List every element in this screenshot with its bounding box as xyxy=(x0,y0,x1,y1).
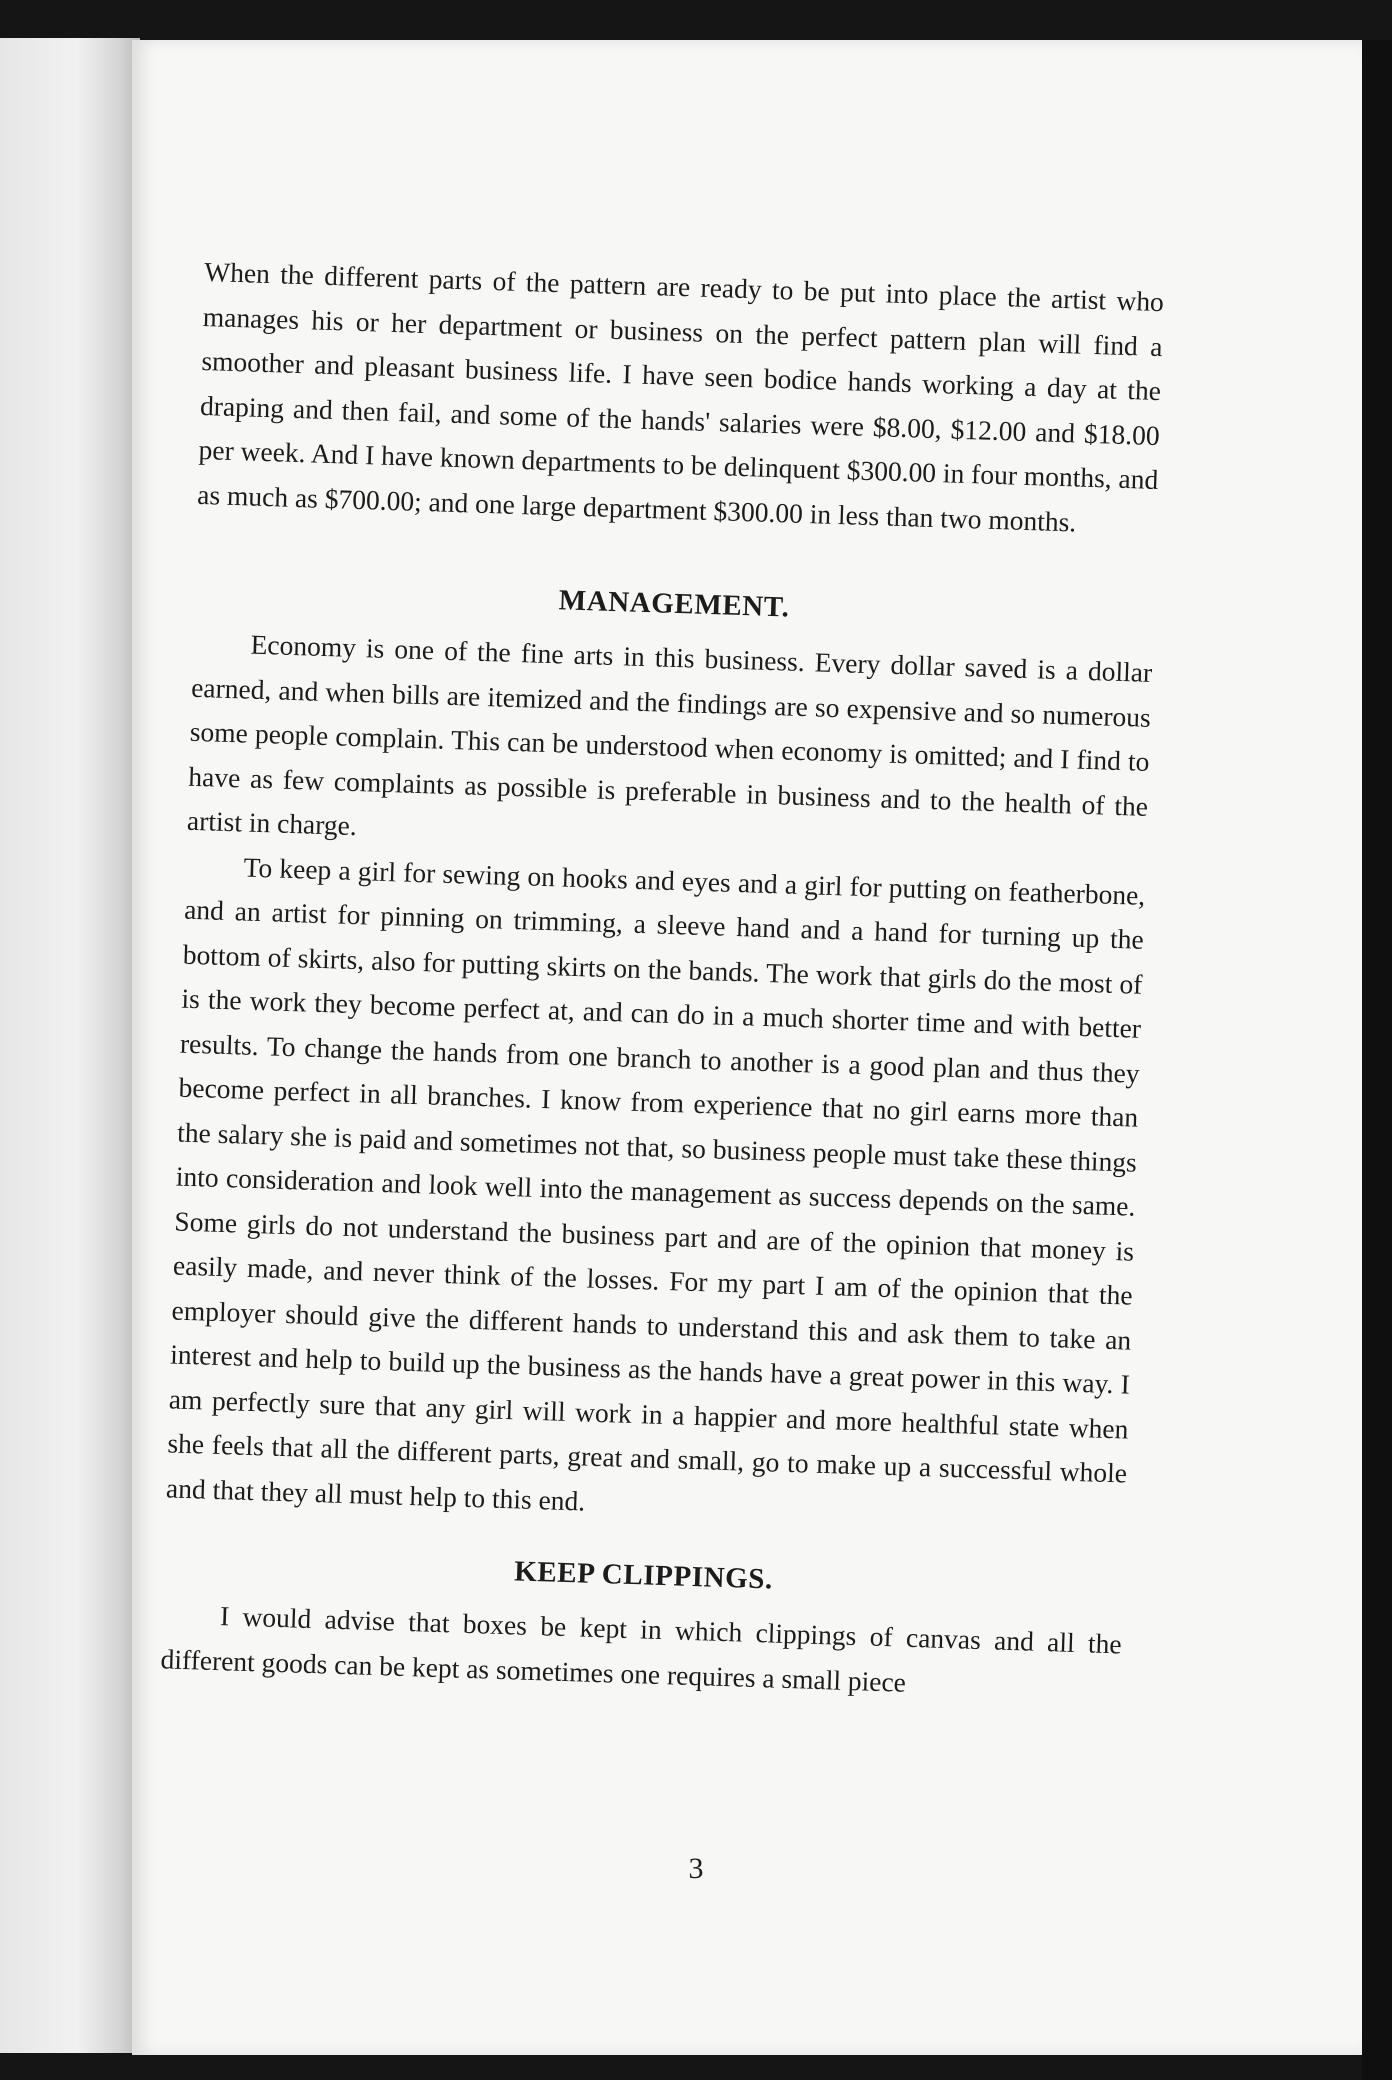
body-paragraph-economy: Economy is one of the fine arts in this business. Every dollar saved is a dollar earned, and when bills are itemized and the findings are so expensive and so numerous some people complain. This can be understood when economy is omitted; and I find to have as few complaints as possible is preferable in business and to the health of the artist in charge. xyxy=(186,628,1153,842)
body-paragraph-girls: To keep a girl for sewing on hooks and eyes and a girl for putting on featherbone, and an artist for pinning on trimming, a sleeve hand and a hand for turning up the bottom of skirts, also for putting skirts on the bands. The work that girls do the most of is the work they become perfect at, and can do in a much shorter time and with better results. To change the hands from one branch to another is a good plan and thus they become perfect in all branches. I know from experience that no girl earns more than the salary she is paid and sometimes not that, so business people must take these things into consideration and look well into the management as success depends on the same. Some girls do not understand the business part and are of the opinion that money is easily made, and never think of the losses. For my part I am of the opinion that the employer should give the different hands to understand this and ask them to take an interest and help to build up the business as the hands have a great power in this way. I am perfectly sure that any girl will work in a happier and more healthful state when she feels that all the different parts, great and small, go to make up a successful whole and that they all must help to this end. xyxy=(165,851,1146,1517)
section-heading-keep-clippings: KEEP CLIPPINGS. xyxy=(513,1555,774,1596)
page-text-block xyxy=(160,250,1165,1711)
scan-border xyxy=(1362,40,1392,2080)
body-paragraph-clippings: I would advise that boxes be kept in which clippings of canvas and all the different goods can be kept as sometimes one requires a small piece xyxy=(160,1600,1123,1698)
facing-page-edge xyxy=(0,38,140,2053)
body-paragraph-pattern: When the different parts of the pattern are ready to be put into place the artist who manages his or her department or business on the perfect pattern plan will find a smoother and pleasant business life. I have seen bodice hands working a day at the draping and then fail, and some of the hands' salaries were $8.00, $12.00 and $18.00 per week. And I have known departments to be delinquent $300.00 in four months, and as much as $700.00; and one large department $300.00 in less than two months. xyxy=(196,255,1165,537)
page-number: 3 xyxy=(688,1852,704,1885)
section-heading-management: MANAGEMENT. xyxy=(558,584,790,624)
